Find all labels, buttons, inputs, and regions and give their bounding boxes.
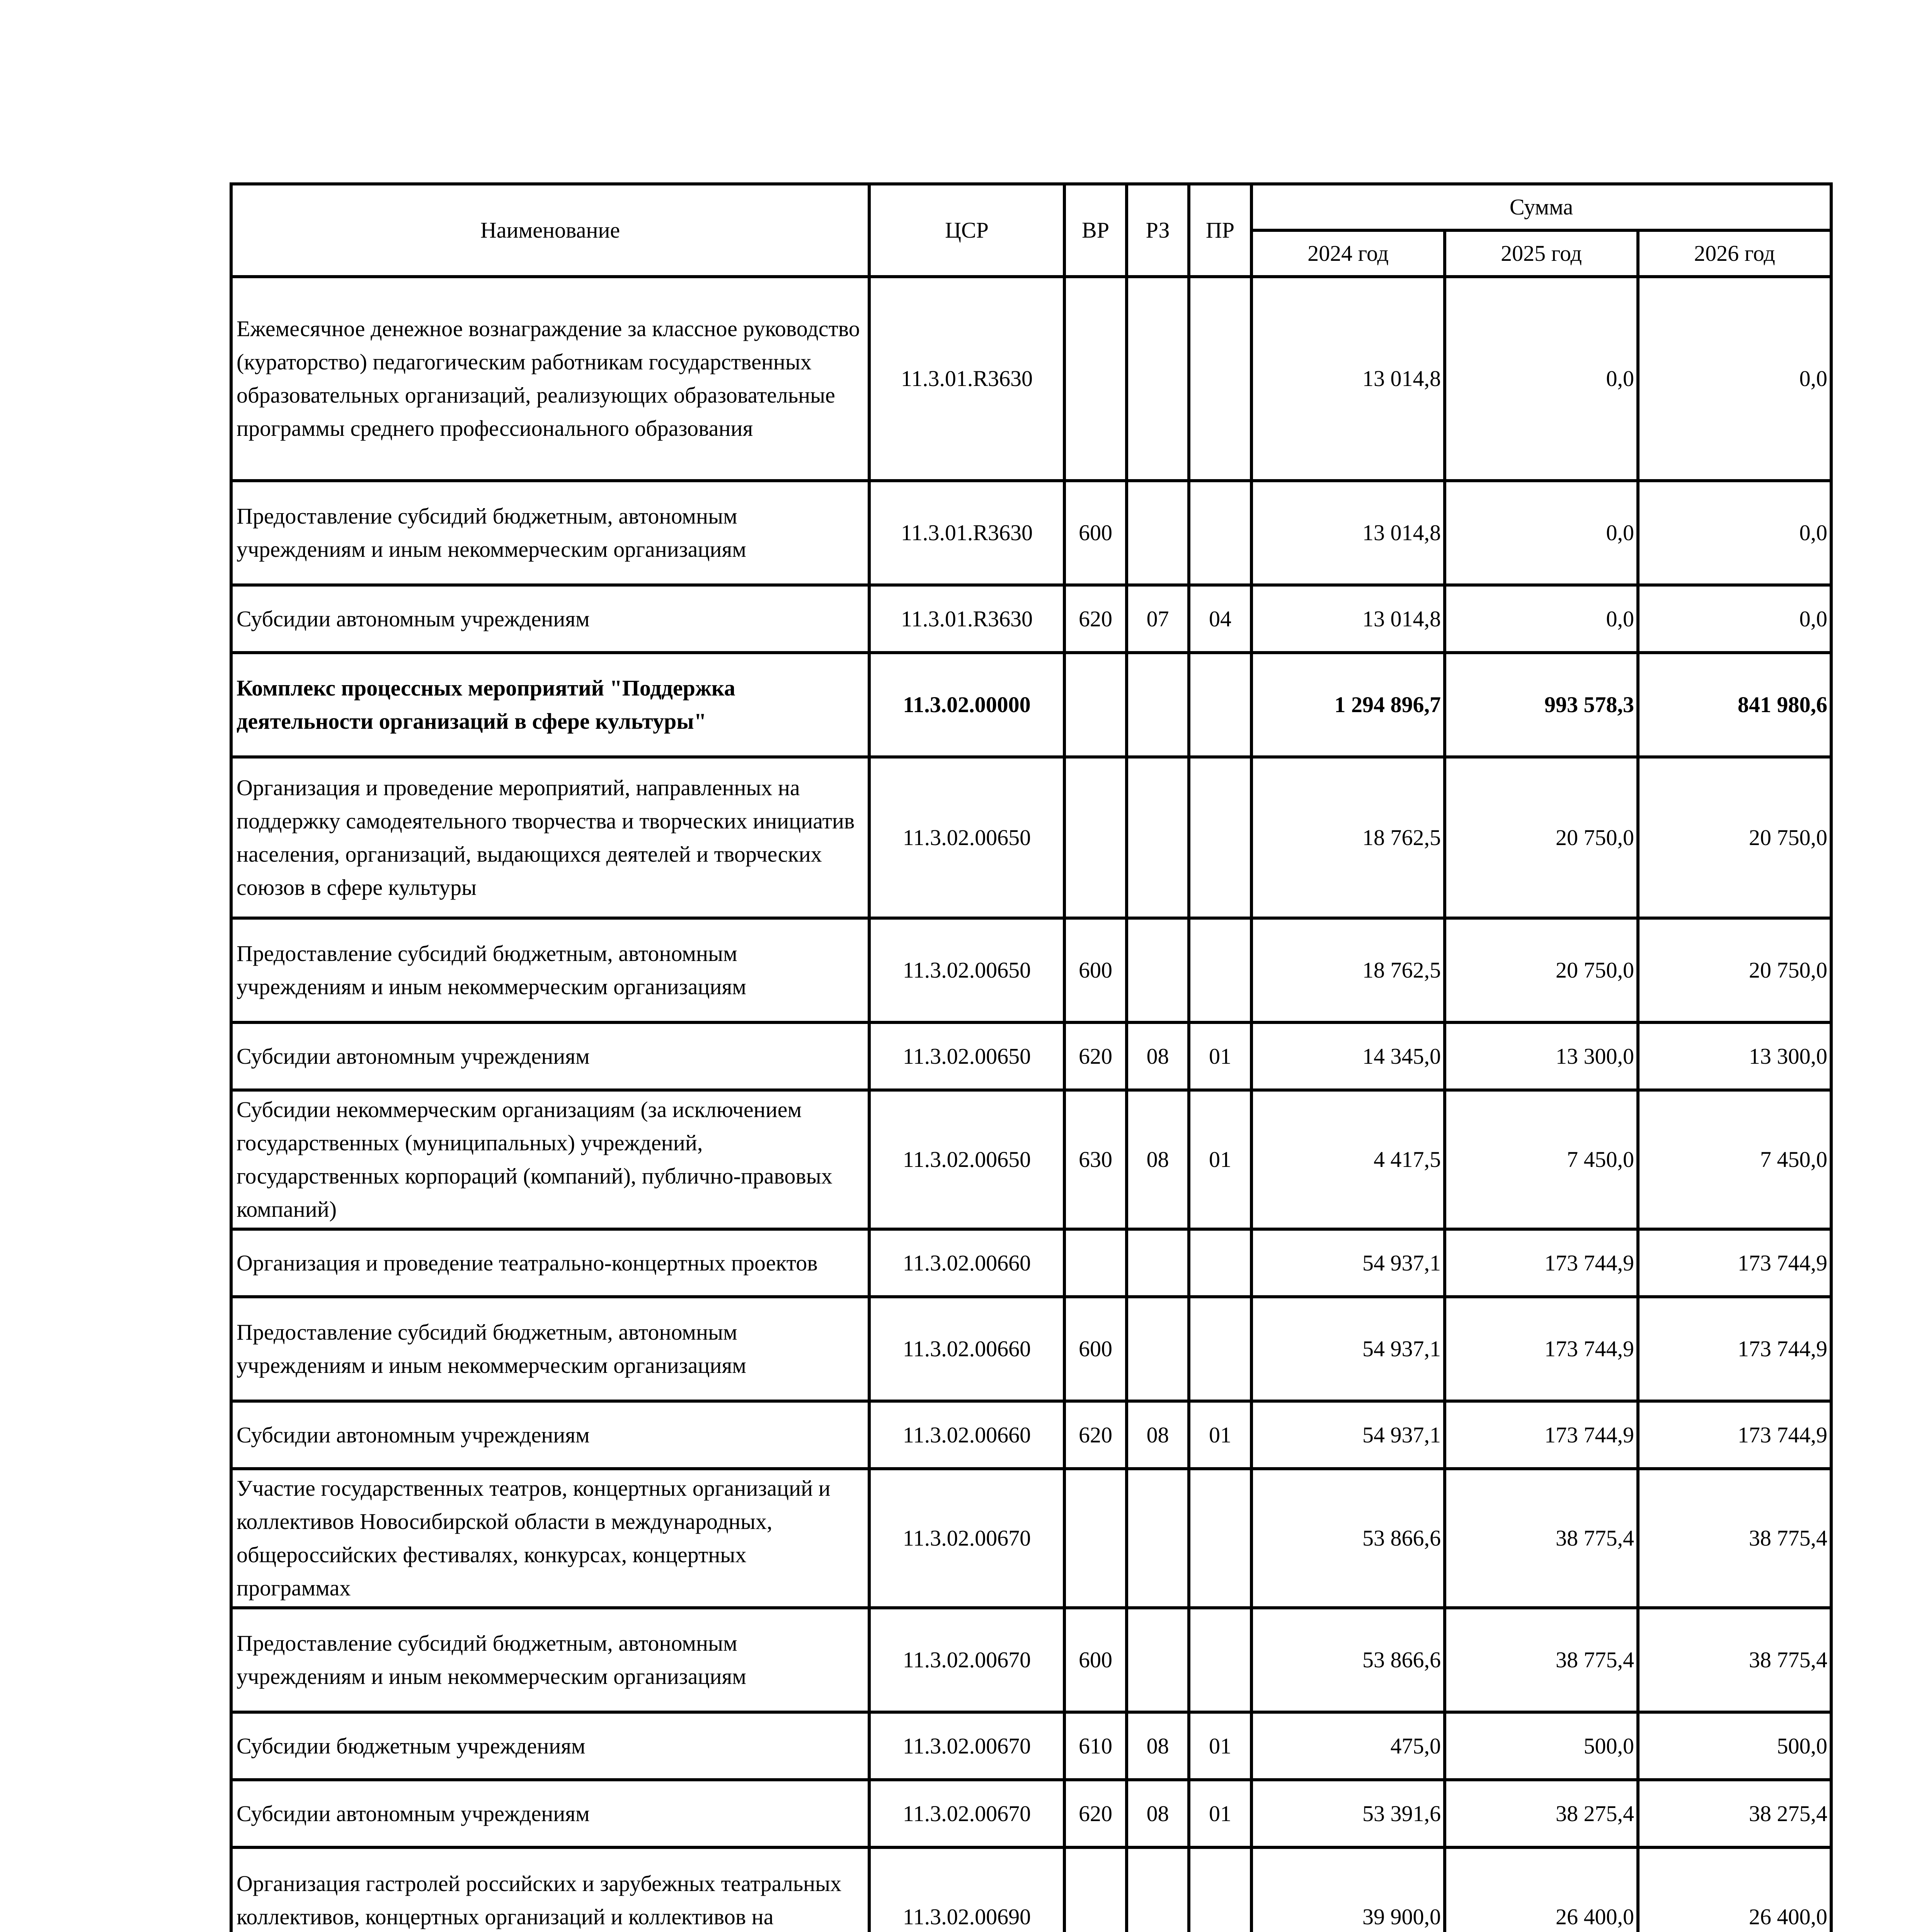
cell-vr: 600 — [1064, 1297, 1127, 1401]
cell-sum-2025: 38 275,4 — [1445, 1780, 1638, 1847]
header-row-1 — [231, 184, 1831, 230]
cell-name: Организация и проведение театрально-концертных проектов — [231, 1229, 869, 1297]
cell-csr: 11.3.02.00670 — [869, 1780, 1064, 1847]
cell-rz — [1127, 1229, 1189, 1297]
cell-rz — [1127, 1469, 1189, 1608]
cell-csr: 11.3.02.00650 — [869, 1090, 1064, 1229]
budget-table — [230, 182, 1833, 1932]
cell-name: Предоставление субсидий бюджетным, автономным учреждениям и иным некоммерческим организациям — [231, 918, 869, 1022]
cell-sum-2025: 173 744,9 — [1445, 1401, 1638, 1469]
cell-csr: 11.3.02.00650 — [869, 757, 1064, 918]
cell-sum-2025: 0,0 — [1445, 481, 1638, 585]
cell-pr: 01 — [1189, 1780, 1251, 1847]
cell-pr: 04 — [1189, 585, 1251, 653]
cell-sum-2024: 18 762,5 — [1251, 918, 1445, 1022]
cell-rz: 08 — [1127, 1090, 1189, 1229]
cell-sum-2024: 54 937,1 — [1251, 1401, 1445, 1469]
cell-vr: 620 — [1064, 1780, 1127, 1847]
cell-vr — [1064, 653, 1127, 757]
cell-sum-2025: 38 775,4 — [1445, 1608, 1638, 1712]
cell-name: Организация гастролей российских и зарубежных театральных коллективов, концертных организаций и коллективов на — [231, 1847, 869, 1932]
table-row — [231, 277, 1831, 481]
cell-csr: 11.3.01.R3630 — [869, 481, 1064, 585]
table-row — [231, 481, 1831, 585]
cell-rz — [1127, 1297, 1189, 1401]
cell-vr — [1064, 757, 1127, 918]
cell-pr — [1189, 481, 1251, 585]
cell-rz — [1127, 1847, 1189, 1932]
cell-rz — [1127, 481, 1189, 585]
cell-sum-2026: 173 744,9 — [1638, 1229, 1831, 1297]
cell-sum-2024: 4 417,5 — [1251, 1090, 1445, 1229]
header-csr: ЦСР — [869, 184, 1064, 277]
cell-rz: 08 — [1127, 1401, 1189, 1469]
cell-csr: 11.3.02.00660 — [869, 1229, 1064, 1297]
cell-name: Субсидии автономным учреждениям — [231, 1022, 869, 1090]
cell-name: Предоставление субсидий бюджетным, автономным учреждениям и иным некоммерческим организациям — [231, 1608, 869, 1712]
table-row — [231, 918, 1831, 1022]
table-row — [231, 757, 1831, 918]
cell-pr — [1189, 1469, 1251, 1608]
cell-sum-2026: 38 275,4 — [1638, 1780, 1831, 1847]
cell-sum-2026: 0,0 — [1638, 277, 1831, 481]
cell-sum-2026: 38 775,4 — [1638, 1608, 1831, 1712]
cell-sum-2025: 173 744,9 — [1445, 1297, 1638, 1401]
table-body — [231, 277, 1831, 1932]
cell-sum-2025: 20 750,0 — [1445, 918, 1638, 1022]
cell-pr — [1189, 1297, 1251, 1401]
cell-sum-2024: 53 391,6 — [1251, 1780, 1445, 1847]
cell-sum-2025: 26 400,0 — [1445, 1847, 1638, 1932]
header-rz: РЗ — [1127, 184, 1189, 277]
cell-rz — [1127, 757, 1189, 918]
cell-sum-2026: 841 980,6 — [1638, 653, 1831, 757]
table-row — [231, 1401, 1831, 1469]
cell-sum-2024: 54 937,1 — [1251, 1229, 1445, 1297]
cell-csr: 11.3.02.00650 — [869, 1022, 1064, 1090]
cell-pr — [1189, 277, 1251, 481]
cell-sum-2024: 39 900,0 — [1251, 1847, 1445, 1932]
cell-rz: 08 — [1127, 1780, 1189, 1847]
table-row — [231, 1022, 1831, 1090]
cell-sum-2024: 13 014,8 — [1251, 481, 1445, 585]
cell-vr: 620 — [1064, 1022, 1127, 1090]
header-year-2024: 2024 год — [1251, 230, 1445, 277]
cell-csr: 11.3.02.00670 — [869, 1469, 1064, 1608]
cell-vr: 600 — [1064, 918, 1127, 1022]
table-row — [231, 1780, 1831, 1847]
cell-sum-2024: 53 866,6 — [1251, 1469, 1445, 1608]
cell-sum-2024: 13 014,8 — [1251, 585, 1445, 653]
cell-vr — [1064, 1847, 1127, 1932]
cell-csr: 11.3.01.R3630 — [869, 585, 1064, 653]
cell-sum-2024: 13 014,8 — [1251, 277, 1445, 481]
table-row — [231, 1847, 1831, 1932]
cell-sum-2024: 53 866,6 — [1251, 1608, 1445, 1712]
cell-sum-2026: 20 750,0 — [1638, 918, 1831, 1022]
cell-vr — [1064, 277, 1127, 481]
cell-sum-2026: 20 750,0 — [1638, 757, 1831, 918]
cell-pr: 01 — [1189, 1022, 1251, 1090]
cell-rz — [1127, 918, 1189, 1022]
table-row — [231, 1608, 1831, 1712]
cell-csr: 11.3.02.00660 — [869, 1401, 1064, 1469]
cell-sum-2025: 500,0 — [1445, 1712, 1638, 1780]
cell-rz — [1127, 653, 1189, 757]
cell-sum-2024: 18 762,5 — [1251, 757, 1445, 918]
table-row — [231, 1229, 1831, 1297]
cell-sum-2025: 7 450,0 — [1445, 1090, 1638, 1229]
cell-sum-2025: 0,0 — [1445, 277, 1638, 481]
cell-vr: 630 — [1064, 1090, 1127, 1229]
header-name: Наименование — [231, 184, 869, 277]
cell-name: Субсидии некоммерческим организациям (за исключением государственных (муниципальных) учреждений, государственных корпораций (компаний), публично-правовых компаний) — [231, 1090, 869, 1229]
cell-sum-2025: 173 744,9 — [1445, 1229, 1638, 1297]
cell-name: Ежемесячное денежное вознаграждение за классное руководство (кураторство) педагогическим работникам государственных образовательных организаций, реализующих образовательные программы среднего профессионального образования — [231, 277, 869, 481]
cell-sum-2024: 14 345,0 — [1251, 1022, 1445, 1090]
cell-vr — [1064, 1229, 1127, 1297]
cell-sum-2026: 0,0 — [1638, 481, 1831, 585]
cell-sum-2024: 475,0 — [1251, 1712, 1445, 1780]
cell-csr: 11.3.02.00650 — [869, 918, 1064, 1022]
header-pr: ПР — [1189, 184, 1251, 277]
cell-pr — [1189, 1847, 1251, 1932]
cell-rz — [1127, 1608, 1189, 1712]
header-year-2025: 2025 год — [1445, 230, 1638, 277]
cell-sum-2026: 13 300,0 — [1638, 1022, 1831, 1090]
table-row — [231, 1297, 1831, 1401]
cell-pr — [1189, 918, 1251, 1022]
cell-sum-2026: 500,0 — [1638, 1712, 1831, 1780]
cell-name: Предоставление субсидий бюджетным, автономным учреждениям и иным некоммерческим организациям — [231, 1297, 869, 1401]
cell-sum-2025: 993 578,3 — [1445, 653, 1638, 757]
table-row — [231, 1712, 1831, 1780]
cell-name: Предоставление субсидий бюджетным, автономным учреждениям и иным некоммерческим организациям — [231, 481, 869, 585]
table-row — [231, 653, 1831, 757]
cell-sum-2026: 173 744,9 — [1638, 1297, 1831, 1401]
cell-name: Субсидии автономным учреждениям — [231, 585, 869, 653]
cell-name: Субсидии автономным учреждениям — [231, 1780, 869, 1847]
cell-pr — [1189, 1608, 1251, 1712]
cell-vr: 610 — [1064, 1712, 1127, 1780]
cell-csr: 11.3.01.R3630 — [869, 277, 1064, 481]
header-sum: Сумма — [1251, 184, 1831, 230]
cell-vr — [1064, 1469, 1127, 1608]
cell-rz: 08 — [1127, 1712, 1189, 1780]
table-row — [231, 1090, 1831, 1229]
cell-name: Организация и проведение мероприятий, направленных на поддержку самодеятельного творчества и творческих инициатив населения, организаций, выдающихся деятелей и творческих союзов в сфере культуры — [231, 757, 869, 918]
cell-pr: 01 — [1189, 1712, 1251, 1780]
cell-vr: 620 — [1064, 585, 1127, 653]
cell-pr: 01 — [1189, 1401, 1251, 1469]
cell-name: Субсидии бюджетным учреждениям — [231, 1712, 869, 1780]
cell-sum-2026: 0,0 — [1638, 585, 1831, 653]
header-vr: ВР — [1064, 184, 1127, 277]
cell-pr — [1189, 757, 1251, 918]
cell-name: Комплекс процессных мероприятий "Поддержка деятельности организаций в сфере культуры" — [231, 653, 869, 757]
cell-sum-2024: 54 937,1 — [1251, 1297, 1445, 1401]
cell-pr: 01 — [1189, 1090, 1251, 1229]
table-header — [231, 184, 1831, 277]
cell-rz: 07 — [1127, 585, 1189, 653]
cell-csr: 11.3.02.00670 — [869, 1712, 1064, 1780]
cell-sum-2026: 38 775,4 — [1638, 1469, 1831, 1608]
cell-vr: 600 — [1064, 481, 1127, 585]
cell-vr: 600 — [1064, 1608, 1127, 1712]
table-row — [231, 585, 1831, 653]
cell-sum-2026: 173 744,9 — [1638, 1401, 1831, 1469]
cell-sum-2025: 38 775,4 — [1445, 1469, 1638, 1608]
header-year-2026: 2026 год — [1638, 230, 1831, 277]
cell-sum-2025: 0,0 — [1445, 585, 1638, 653]
cell-sum-2024: 1 294 896,7 — [1251, 653, 1445, 757]
cell-pr — [1189, 653, 1251, 757]
cell-pr — [1189, 1229, 1251, 1297]
cell-csr: 11.3.02.00690 — [869, 1847, 1064, 1932]
cell-name: Участие государственных театров, концертных организаций и коллективов Новосибирской области в международных, общероссийских фестивалях, конкурсах, концертных программах — [231, 1469, 869, 1608]
cell-name: Субсидии автономным учреждениям — [231, 1401, 869, 1469]
cell-sum-2026: 7 450,0 — [1638, 1090, 1831, 1229]
cell-rz — [1127, 277, 1189, 481]
cell-rz: 08 — [1127, 1022, 1189, 1090]
cell-csr: 11.3.02.00000 — [869, 653, 1064, 757]
cell-vr: 620 — [1064, 1401, 1127, 1469]
cell-sum-2025: 20 750,0 — [1445, 757, 1638, 918]
cell-sum-2026: 26 400,0 — [1638, 1847, 1831, 1932]
table-row — [231, 1469, 1831, 1608]
cell-csr: 11.3.02.00660 — [869, 1297, 1064, 1401]
cell-csr: 11.3.02.00670 — [869, 1608, 1064, 1712]
cell-sum-2025: 13 300,0 — [1445, 1022, 1638, 1090]
